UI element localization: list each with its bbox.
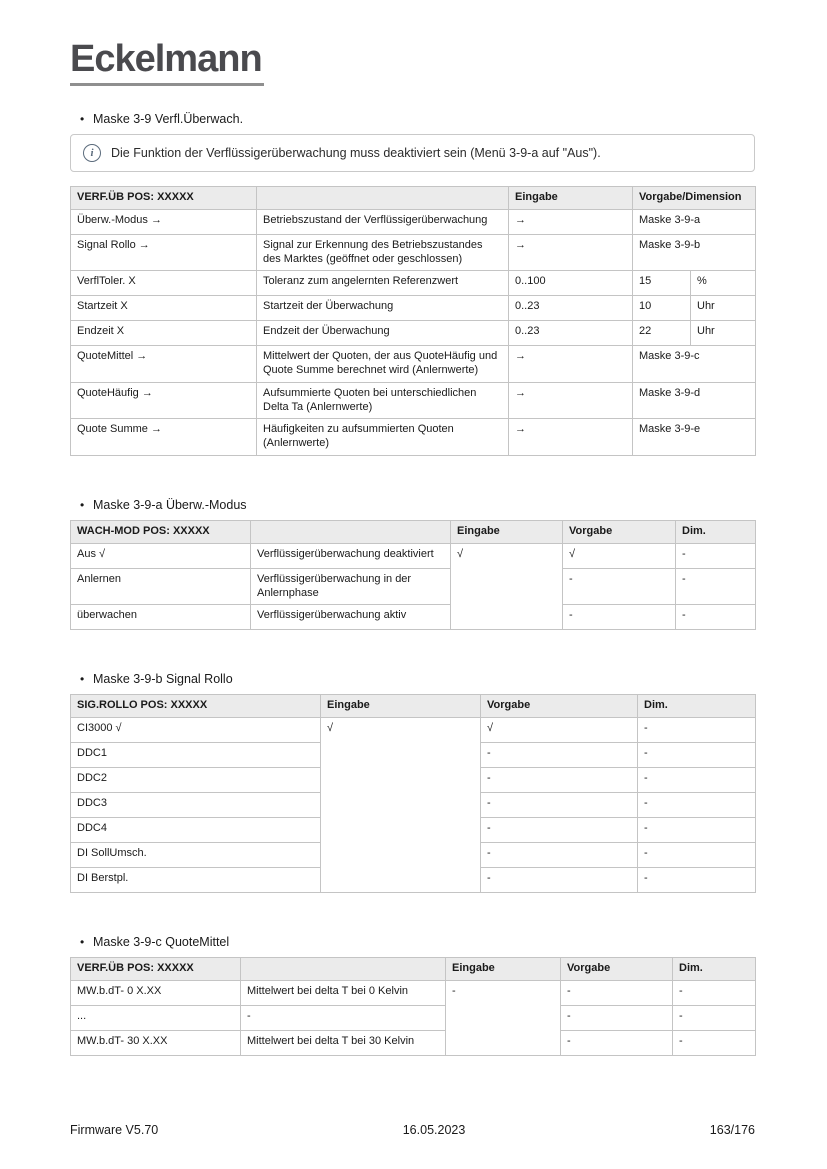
vorgabe-cell: Maske 3-9-b — [633, 234, 756, 271]
info-box — [70, 134, 755, 172]
table-row — [71, 568, 756, 605]
param-name-cell: MW.b.dT- 30 X.XX — [71, 1031, 241, 1056]
table-verfueb-main — [70, 186, 756, 456]
eingabe-cell: → — [509, 419, 633, 456]
param-name-cell: QuoteMittel → — [71, 346, 257, 383]
param-name-cell: CI3000 √ — [71, 718, 321, 743]
dimension-cell: - — [638, 843, 756, 868]
table-row — [71, 1006, 756, 1031]
section-bullet-maske-3-9-c — [80, 935, 755, 949]
param-name-cell: MW.b.dT- 0 X.XX — [71, 981, 241, 1006]
vorgabe-cell: Maske 3-9-a — [633, 209, 756, 234]
dimension-cell: - — [673, 1006, 756, 1031]
vorgabe-cell: - — [563, 605, 676, 630]
vorgabe-cell: √ — [481, 718, 638, 743]
dimension-cell: - — [638, 868, 756, 893]
footer-firmware: Firmware V5.70 — [70, 1123, 159, 1137]
dimension-cell: - — [673, 981, 756, 1006]
table-header-row — [71, 695, 756, 718]
table-row — [71, 382, 756, 419]
col-header: Eingabe — [509, 186, 633, 209]
table-quotemittel — [70, 957, 756, 1056]
vorgabe-cell: Maske 3-9-d — [633, 382, 756, 419]
col-header: Vorgabe/Dimension — [633, 186, 756, 209]
page-footer — [70, 1123, 755, 1137]
eingabe-cell: √ — [321, 718, 481, 893]
vorgabe-cell: - — [481, 818, 638, 843]
table-header-row — [71, 520, 756, 543]
section-bullet-maske-3-9-b — [80, 672, 755, 686]
col-header — [257, 186, 509, 209]
param-name-cell: QuoteHäufig → — [71, 382, 257, 419]
footer-page-number: 163/176 — [709, 1123, 755, 1137]
vorgabe-cell: - — [561, 981, 673, 1006]
eingabe-cell: 0..23 — [509, 296, 633, 321]
col-header: VERF.ÜB POS: XXXXX — [71, 958, 241, 981]
vorgabe-cell: 15 — [633, 271, 691, 296]
param-name-cell: Anlernen — [71, 568, 251, 605]
param-name-cell: Signal Rollo → — [71, 234, 257, 271]
table-row — [71, 1031, 756, 1056]
dimension-cell: - — [638, 818, 756, 843]
eingabe-cell: - — [446, 981, 561, 1056]
param-name-cell: Endzeit X — [71, 321, 257, 346]
dimension-cell: Uhr — [691, 321, 756, 346]
table-row — [71, 718, 756, 743]
table-row — [71, 296, 756, 321]
col-header: VERF.ÜB POS: XXXXX — [71, 186, 257, 209]
section-title: Maske 3-9 Verfl.Überwach. — [93, 111, 244, 126]
vorgabe-cell: 10 — [633, 296, 691, 321]
section-title: Maske 3-9-a Überw.-Modus — [93, 497, 247, 512]
param-desc-cell: Mittelwert bei delta T bei 30 Kelvin — [241, 1031, 446, 1056]
dimension-cell: - — [638, 718, 756, 743]
dimension-cell: - — [676, 605, 756, 630]
dimension-cell: - — [676, 568, 756, 605]
table-sigrollo — [70, 694, 756, 893]
param-name-cell: DI SollUmsch. — [71, 843, 321, 868]
param-desc-cell: Signal zur Erkennung des Betriebszustandes des Marktes (geöffnet oder geschlossen) — [257, 234, 509, 271]
eingabe-cell: → — [509, 382, 633, 419]
section-bullet-maske-3-9-a — [80, 498, 755, 512]
col-header: Dim. — [676, 520, 756, 543]
vorgabe-cell: - — [563, 568, 676, 605]
table-row — [71, 271, 756, 296]
section-title: Maske 3-9-c QuoteMittel — [93, 935, 230, 950]
table-row — [71, 321, 756, 346]
dimension-cell: - — [676, 543, 756, 568]
table-row — [71, 419, 756, 456]
param-name-cell: VerflToler. X — [71, 271, 257, 296]
param-desc-cell: Aufsummierte Quoten bei unterschiedlichen Delta Ta (Anlernwerte) — [257, 382, 509, 419]
eingabe-cell: √ — [451, 543, 563, 630]
table-row — [71, 605, 756, 630]
footer-date: 16.05.2023 — [402, 1123, 466, 1137]
eingabe-cell: 0..100 — [509, 271, 633, 296]
vorgabe-cell: 22 — [633, 321, 691, 346]
vorgabe-cell: Maske 3-9-c — [633, 346, 756, 383]
table-row — [71, 234, 756, 271]
param-desc-cell: Verflüssigerüberwachung in der Anlernphase — [251, 568, 451, 605]
table-wachmod — [70, 520, 756, 631]
vorgabe-cell: Maske 3-9-e — [633, 419, 756, 456]
param-name-cell: DI Berstpl. — [71, 868, 321, 893]
param-name-cell: Startzeit X — [71, 296, 257, 321]
company-logo — [70, 40, 264, 86]
col-header — [241, 958, 446, 981]
param-name-cell: DDC4 — [71, 818, 321, 843]
eingabe-cell: → — [509, 209, 633, 234]
vorgabe-cell: - — [481, 743, 638, 768]
param-name-cell: Quote Summe → — [71, 419, 257, 456]
col-header: Eingabe — [321, 695, 481, 718]
bullet-dot: • — [80, 111, 85, 126]
param-desc-cell: Toleranz zum angelernten Referenzwert — [257, 271, 509, 296]
table-row — [71, 346, 756, 383]
param-desc-cell: Häufigkeiten zu aufsummierten Quoten (Anlernwerte) — [257, 419, 509, 456]
param-desc-cell: Mittelwert bei delta T bei 0 Kelvin — [241, 981, 446, 1006]
table-row — [71, 981, 756, 1006]
param-desc-cell: Endzeit der Überwachung — [257, 321, 509, 346]
param-desc-cell: Betriebszustand der Verflüssigerüberwachung — [257, 209, 509, 234]
param-desc-cell: Startzeit der Überwachung — [257, 296, 509, 321]
logo-text: Eckelmann — [70, 38, 262, 80]
table-row — [71, 209, 756, 234]
vorgabe-cell: - — [481, 768, 638, 793]
param-name-cell: ... — [71, 1006, 241, 1031]
param-desc-cell: Mittelwert der Quoten, der aus QuoteHäufig und Quote Summe berechnet wird (Anlernwerte) — [257, 346, 509, 383]
dimension-cell: % — [691, 271, 756, 296]
info-icon: i — [83, 144, 101, 162]
bullet-dot: • — [80, 497, 85, 512]
param-name-cell: DDC2 — [71, 768, 321, 793]
dimension-cell: - — [638, 743, 756, 768]
param-name-cell: Überw.-Modus → — [71, 209, 257, 234]
eingabe-cell: → — [509, 346, 633, 383]
col-header: Eingabe — [446, 958, 561, 981]
vorgabe-cell: - — [481, 868, 638, 893]
vorgabe-cell: - — [481, 793, 638, 818]
col-header: Vorgabe — [481, 695, 638, 718]
table-header-row — [71, 186, 756, 209]
vorgabe-cell: - — [481, 843, 638, 868]
param-name-cell: überwachen — [71, 605, 251, 630]
vorgabe-cell: - — [561, 1006, 673, 1031]
bullet-dot: • — [80, 935, 85, 950]
param-desc-cell: - — [241, 1006, 446, 1031]
col-header: SIG.ROLLO POS: XXXXX — [71, 695, 321, 718]
vorgabe-cell: - — [561, 1031, 673, 1056]
section-bullet-maske-3-9 — [80, 112, 755, 126]
vorgabe-cell: √ — [563, 543, 676, 568]
eingabe-cell: 0..23 — [509, 321, 633, 346]
section-title: Maske 3-9-b Signal Rollo — [93, 672, 233, 687]
col-header: WACH-MOD POS: XXXXX — [71, 520, 251, 543]
col-header: Vorgabe — [563, 520, 676, 543]
dimension-cell: Uhr — [691, 296, 756, 321]
table-row — [71, 543, 756, 568]
col-header: Dim. — [673, 958, 756, 981]
param-name-cell: DDC1 — [71, 743, 321, 768]
col-header: Eingabe — [451, 520, 563, 543]
col-header: Dim. — [638, 695, 756, 718]
dimension-cell: - — [673, 1031, 756, 1056]
param-name-cell: Aus √ — [71, 543, 251, 568]
dimension-cell: - — [638, 793, 756, 818]
dimension-cell: - — [638, 768, 756, 793]
eingabe-cell: → — [509, 234, 633, 271]
info-text: Die Funktion der Verflüssigerüberwachung muss deaktiviert sein (Menü 3-9-a auf "Aus"). — [111, 145, 601, 160]
bullet-dot: • — [80, 672, 85, 687]
table-header-row — [71, 958, 756, 981]
col-header — [251, 520, 451, 543]
param-desc-cell: Verflüssigerüberwachung deaktiviert — [251, 543, 451, 568]
param-name-cell: DDC3 — [71, 793, 321, 818]
param-desc-cell: Verflüssigerüberwachung aktiv — [251, 605, 451, 630]
col-header: Vorgabe — [561, 958, 673, 981]
